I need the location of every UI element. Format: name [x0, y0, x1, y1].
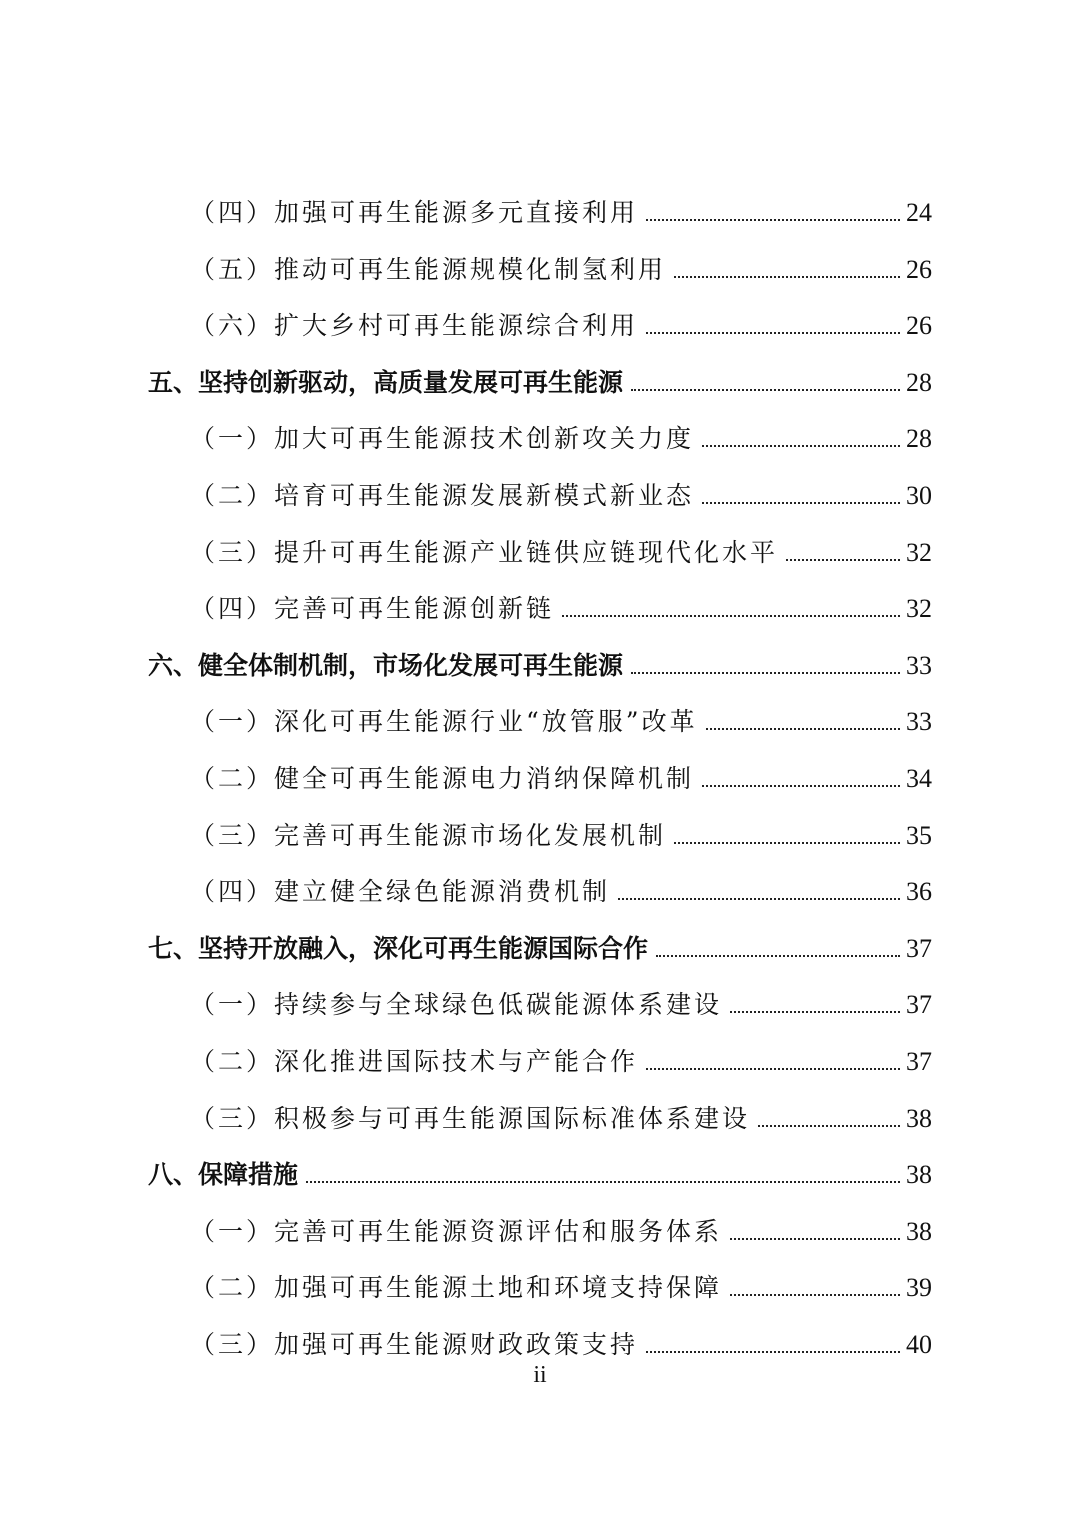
- toc-section-entry[interactable]: [0, 754, 1080, 794]
- toc-entry-label: （二）加强可再生能源土地和环境支持保障: [190, 1273, 723, 1303]
- toc-entry-page: 28: [906, 424, 932, 454]
- toc-entry-label: （一）持续参与全球绿色低碳能源体系建设: [190, 990, 723, 1020]
- toc-entry-page: 26: [906, 254, 932, 284]
- toc-entry-page: 36: [906, 877, 932, 907]
- page-number: ii: [533, 1362, 547, 1388]
- toc-chapter-entry[interactable]: [0, 641, 1080, 681]
- toc-section-entry[interactable]: [0, 1320, 1080, 1360]
- toc-section-entry[interactable]: [0, 471, 1080, 511]
- toc-entry-label: （二）健全可再生能源电力消纳保障机制: [190, 764, 695, 793]
- toc-dot-leader: [730, 1010, 900, 1013]
- toc-entry-label: 八、保障措施: [148, 1160, 299, 1190]
- toc-section-entry[interactable]: [0, 980, 1080, 1020]
- toc-dot-leader: [702, 784, 900, 787]
- toc-entry-page: 38: [906, 1103, 932, 1133]
- toc-entry-label: （三）积极参与可再生能源国际标准体系建设: [190, 1103, 751, 1133]
- toc-entry-label: （一）深化可再生能源行业“放管服”改革: [190, 707, 698, 737]
- toc-entry-label: （二）培育可再生能源发展新模式新业态: [190, 481, 695, 510]
- toc-dot-leader: [702, 501, 900, 504]
- toc-section-entry[interactable]: [0, 1207, 1080, 1247]
- toc-section-entry[interactable]: [0, 414, 1080, 454]
- toc-entry-label: （四）完善可再生能源创新链: [190, 594, 555, 624]
- toc-dot-leader: [646, 1350, 900, 1353]
- toc-dot-leader: [674, 275, 900, 278]
- toc-dot-leader: [730, 1237, 900, 1240]
- toc-dot-leader: [631, 671, 900, 674]
- toc-dot-leader: [702, 444, 900, 447]
- toc-dot-leader: [758, 1124, 900, 1127]
- toc-dot-leader: [646, 331, 900, 334]
- toc-entry-label: 五、坚持创新驱动，高质量发展可再生能源: [148, 367, 624, 397]
- toc-dot-leader: [730, 1293, 900, 1296]
- toc-entry-page: 38: [906, 1160, 932, 1190]
- toc-chapter-entry[interactable]: [0, 358, 1080, 398]
- toc-entry-page: 32: [906, 537, 932, 567]
- toc-entry-label: 七、坚持开放融入，深化可再生能源国际合作: [148, 933, 649, 963]
- toc-entry-page: 24: [906, 198, 932, 227]
- toc-entry-label: （一）完善可再生能源资源评估和服务体系: [190, 1216, 723, 1246]
- toc-entry-page: 39: [906, 1273, 932, 1303]
- toc-entry-page: 30: [906, 481, 932, 510]
- toc-dot-leader: [618, 897, 900, 900]
- toc-section-entry[interactable]: [0, 1037, 1080, 1077]
- toc-dot-leader: [562, 614, 900, 617]
- toc-dot-leader: [646, 1067, 900, 1070]
- toc-entry-label: （三）完善可再生能源市场化发展机制: [190, 820, 667, 850]
- toc-section-entry[interactable]: [0, 188, 1080, 228]
- toc-entry-label: （四）加强可再生能源多元直接利用: [190, 198, 639, 227]
- toc-entry-page: 28: [906, 367, 932, 397]
- toc-entry-label: （一）加大可再生能源技术创新攻关力度: [190, 424, 695, 454]
- toc-section-entry[interactable]: [0, 301, 1080, 341]
- toc-entry-page: 35: [906, 820, 932, 850]
- toc-chapter-entry[interactable]: [0, 1150, 1080, 1190]
- toc-entry-label: （二）深化推进国际技术与产能合作: [190, 1047, 639, 1076]
- toc-entry-page: 40: [906, 1330, 932, 1359]
- toc-entry-page: 37: [906, 933, 932, 963]
- toc-section-entry[interactable]: [0, 584, 1080, 624]
- toc-entry-page: 38: [906, 1216, 932, 1246]
- toc-entry-page: 37: [906, 990, 932, 1020]
- toc-dot-leader: [786, 558, 900, 561]
- toc-dot-leader: [706, 727, 900, 730]
- toc-entry-label: （六）扩大乡村可再生能源综合利用: [190, 311, 639, 341]
- toc-entry-label: （三）加强可再生能源财政政策支持: [190, 1330, 639, 1359]
- toc-entry-page: 32: [906, 594, 932, 624]
- toc-entry-label: （五）推动可再生能源规模化制氢利用: [190, 254, 667, 284]
- toc-chapter-entry[interactable]: [0, 924, 1080, 964]
- toc-dot-leader: [656, 954, 900, 957]
- toc-entry-page: 33: [906, 650, 932, 680]
- toc-section-entry[interactable]: [0, 1094, 1080, 1134]
- toc-section-entry[interactable]: [0, 528, 1080, 568]
- toc-dot-leader: [646, 218, 900, 221]
- toc-section-entry[interactable]: [0, 1263, 1080, 1303]
- toc-entry-page: 34: [906, 764, 932, 793]
- toc-dot-leader: [306, 1180, 900, 1183]
- toc-entry-label: （四）建立健全绿色能源消费机制: [190, 877, 611, 907]
- toc-section-entry[interactable]: [0, 245, 1080, 285]
- toc-entry-page: 33: [906, 707, 932, 737]
- toc-section-entry[interactable]: [0, 811, 1080, 851]
- toc-section-entry[interactable]: [0, 867, 1080, 907]
- toc-dot-leader: [631, 388, 900, 391]
- toc-entry-label: （三）提升可再生能源产业链供应链现代化水平: [190, 537, 779, 567]
- toc-entry-page: 26: [906, 311, 932, 341]
- toc-entry-page: 37: [906, 1047, 932, 1076]
- toc-entry-label: 六、健全体制机制，市场化发展可再生能源: [148, 650, 624, 680]
- toc-dot-leader: [674, 841, 900, 844]
- toc-section-entry[interactable]: [0, 697, 1080, 737]
